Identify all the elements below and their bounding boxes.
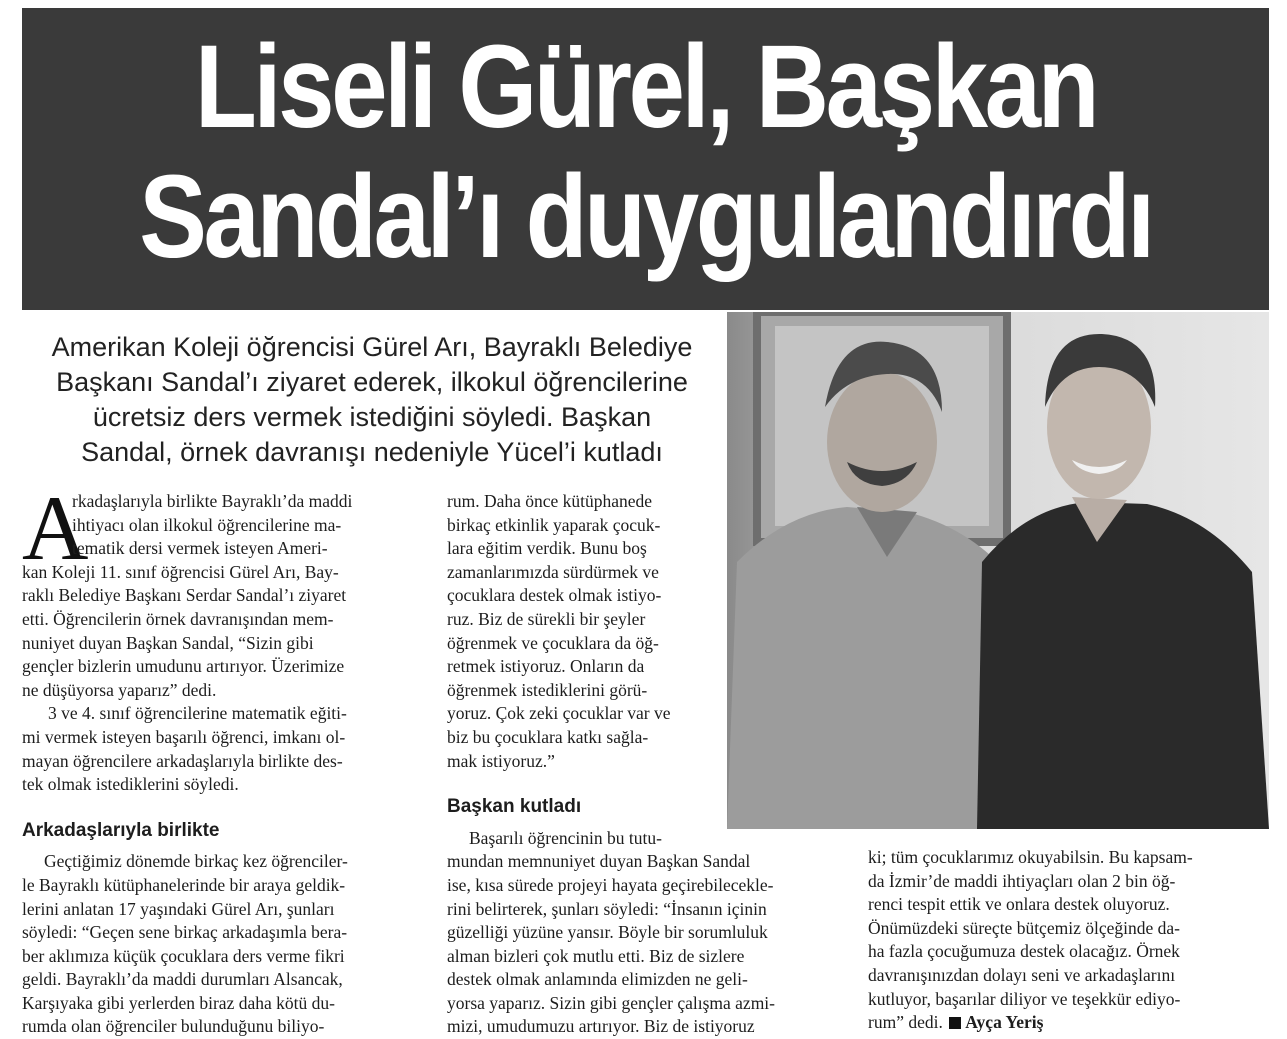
body-line: Karşıyaka gibi yerlerden biraz daha kötü du- — [22, 992, 335, 1013]
author-name: Ayça Yeriş — [965, 1012, 1044, 1033]
square-bullet-icon — [949, 1017, 961, 1029]
body-line: ne düşüyorsa yaparız” dedi. — [22, 679, 217, 700]
article-photo — [727, 312, 1269, 829]
body-line: mak istiyoruz.” — [447, 750, 555, 771]
body-line: davranışınızdan dolayı seni ve arkadaşlarını — [868, 964, 1176, 985]
body-line: mayan öğrencilere arkadaşlarıyla birlikte des- — [22, 750, 343, 771]
body-line: öğrenmek ve çocuklara da öğ- — [447, 632, 659, 653]
body-line: yoruz. Çok zeki çocuklar var ve — [447, 703, 671, 724]
byline-line — [868, 1011, 1268, 1035]
subhead-mayor: Başkan kutladı — [447, 796, 582, 818]
body-line: da İzmir’de maddi ihtiyaçları olan 2 bin öğ- — [868, 870, 1176, 891]
body-line: le Bayraklı kütüphanelerinde bir araya geldik- — [22, 874, 346, 895]
body-line: tematik dersi vermek isteyen Ameri- — [72, 538, 328, 559]
body-line: mundan memnuniyet duyan Başkan Sandal — [447, 851, 751, 872]
deck-line: ücretsiz ders vermek istediğini söyledi. Başkan — [92, 402, 652, 432]
body-line: öğrenmek istediklerini görü- — [447, 679, 648, 700]
body-line: söyledi: “Geçen sene birkaç arkadaşımla bera- — [22, 922, 348, 943]
drop-cap: A — [22, 477, 89, 579]
body-line: mizi, umudumuzu artırıyor. Biz de istiyoruz — [447, 1016, 755, 1037]
article-column-3 — [868, 846, 1268, 1035]
body-line: zamanlarımızda sürdürmek ve — [447, 561, 659, 582]
body-line: rumda olan öğrenciler bulunduğunu biliyo- — [22, 1016, 325, 1037]
body-line: rum” dedi. — [868, 1012, 943, 1033]
body-line: nuniyet duyan Başkan Sandal, “Sizin gibi — [22, 632, 314, 653]
body-line: kutluyor, başarılar diliyor ve teşekkür ediyo- — [868, 988, 1181, 1009]
body-line: Geçtiğimiz dönemde birkaç kez öğrenciler- — [44, 851, 348, 872]
body-line: rini belirterek, şunları söyledi: “İnsanın içinin — [447, 898, 767, 919]
headline-line-2: Sandal’ı duygulandırdı — [139, 151, 1152, 283]
body-line: retmek istiyoruz. Onların da — [447, 656, 645, 677]
body-line: birkaç etkinlik yaparak çocuk- — [447, 514, 661, 535]
article-column-1 — [22, 477, 422, 1039]
body-line: ruz. Biz de sürekli bir şeyler — [447, 608, 646, 629]
body-line: rum. Daha önce kütüphanede — [447, 491, 653, 511]
body-line: ha fazla çocuğumuza destek olacağız. Örnek — [868, 941, 1180, 962]
body-line: çocuklara destek olmak istiyo- — [447, 585, 662, 606]
photo-image — [727, 312, 1269, 829]
body-line: lerini anlatan 17 yaşındaki Gürel Arı, şunları — [22, 898, 335, 919]
body-line: ki; tüm çocuklarımız okuyabilsin. Bu kapsam- — [868, 847, 1193, 867]
deck-line: Sandal, örnek davranışı nedeniyle Yücel’i kutladı — [81, 437, 663, 467]
body-line: lara eğitim verdik. Bunu boş — [447, 538, 647, 559]
body-line: destek olmak anlamında elimizden ne geli- — [447, 969, 748, 990]
body-line: renci tespit ettik ve onlara destek oluyoruz. — [868, 894, 1170, 915]
deck-line: Başkanı Sandal’ı ziyaret ederek, ilkokul öğrencilerine — [56, 367, 688, 397]
body-line: mi vermek isteyen başarılı öğrenci, imkanı ol- — [22, 726, 346, 747]
article-deck — [22, 330, 722, 470]
body-line: etti. Öğrencilerin örnek davranışından mem- — [22, 608, 334, 629]
body-line: gençler bizlerin umudunu artırıyor. Üzerimize — [22, 656, 345, 677]
body-line: güzelliği yüzüne yansır. Böyle bir sorumluluk — [447, 922, 768, 943]
body-line: kan Koleji 11. sınıf öğrencisi Gürel Arı, Bay- — [22, 561, 339, 582]
body-line: Başarılı öğrencinin bu tutu- — [469, 827, 662, 848]
body-line: yorsa yaparız. Sizin gibi gençler çalışma azmi- — [447, 992, 775, 1013]
body-line: rkadaşlarıyla birlikte Bayraklı’da maddi — [72, 491, 353, 511]
body-line: 3 ve 4. sınıf öğrencilerine matematik eğiti- — [48, 703, 347, 724]
body-line: ber aklımıza küçük çocuklara ders verme fikri — [22, 945, 345, 966]
body-line: tek olmak istediklerini söyledi. — [22, 774, 239, 795]
body-line: raklı Belediye Başkanı Serdar Sandal’ı ziyaret — [22, 585, 347, 606]
subhead-friends: Arkadaşlarıyla birlikte — [22, 819, 220, 841]
deck-line: Amerikan Koleji öğrencisi Gürel Arı, Bayraklı Belediye — [51, 332, 693, 362]
body-line: alman bizleri çok mutlu etti. Biz de sizlere — [447, 945, 745, 966]
body-line: biz bu çocuklara katkı sağla- — [447, 726, 649, 747]
body-line: geldi. Bayraklı’da maddi durumları Alsancak, — [22, 969, 343, 990]
body-line: ihtiyacı olan ilkokul öğrencilerine ma- — [72, 514, 342, 535]
body-line: ise, kısa sürede projeyi hayata geçirebilecekle- — [447, 874, 774, 895]
headline-banner — [22, 8, 1269, 310]
headline-line-1: Liseli Gürel, Başkan — [194, 21, 1097, 153]
body-line: Önümüzdeki süreçte bütçemiz ölçeğinde da- — [868, 917, 1180, 938]
